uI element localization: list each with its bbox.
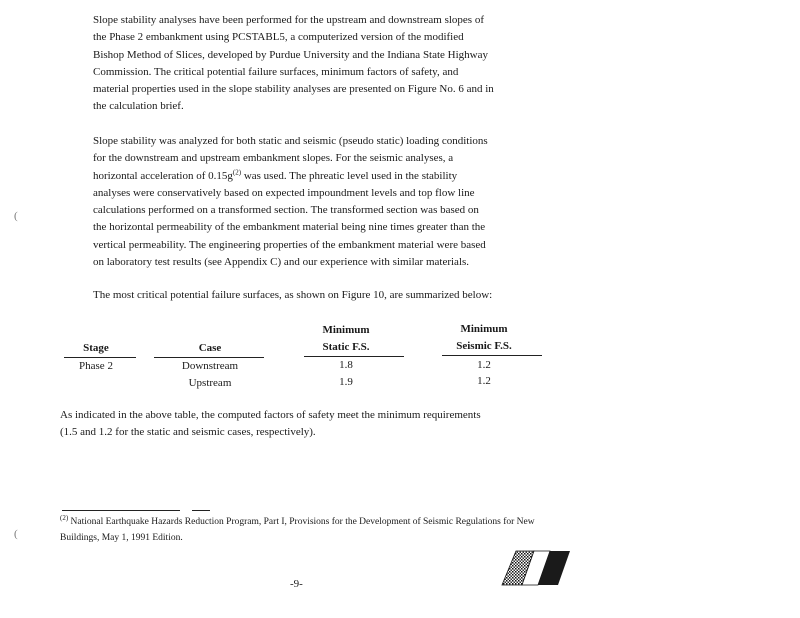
paragraph-loading-part-b: was used. The phreatic level used in the stability analyses were conservatively based on expected impoundment levels and top flow line calculations performed on a transformed section. The transformed section was based on the horizontal permeability of the embankment material being nine times greater than the vertical permeability. The engineering properties of the embankment material were based on laboratory test results (see Appendix C) and our experience with similar materials. — [93, 169, 486, 269]
footnote-reference: (2) — [232, 167, 242, 176]
header-stage: Stage — [83, 342, 109, 354]
cell-row1-stage: Phase 2 — [79, 360, 113, 372]
footnote-separator — [62, 510, 180, 511]
cell-row2-static: 1.9 — [339, 376, 353, 388]
header-seismic-line2: Seismic F.S. — [456, 340, 512, 352]
company-logo-icon — [500, 547, 572, 587]
cell-row1-static: 1.8 — [339, 359, 353, 371]
cell-row2-case: Upstream — [188, 377, 232, 389]
paragraph-conclusion: As indicated in the above table, the computed factors of safety meet the minimum requirements (1.5 and 1.2 for the static and seismic cases, respectively). — [60, 409, 481, 439]
footnote-text: National Earthquake Hazards Reduction Program, Part I, Provisions for the Development of Seismic Regulations for New Buildings, May 1, 1991 Edition. — [60, 517, 535, 543]
paragraph-loading-part-a: Slope stability was analyzed for both static and seismic (pseudo static) loading conditions for the downstream and upstream embankment slopes. For the seismic analyses, a horizontal acceleration of 0.15g — [93, 135, 488, 182]
header-static-line1: Minimum — [322, 324, 370, 336]
scan-mark-bottom: ( — [14, 528, 18, 540]
header-static-line2: Static F.S. — [322, 341, 370, 353]
scan-mark-top: ( — [14, 210, 18, 222]
footnote-marker: (2) — [60, 513, 69, 522]
paragraph-loading-conditions — [93, 133, 563, 271]
header-rule-seismic — [442, 355, 542, 356]
header-case: Case — [198, 342, 222, 354]
footnote — [60, 515, 560, 546]
header-seismic-line1: Minimum — [460, 323, 508, 335]
cell-row1-seismic: 1.2 — [477, 359, 491, 371]
paragraph-summary-intro: The most critical potential failure surfaces, as shown on Figure 10, are summarized below: — [93, 289, 493, 301]
factor-of-safety-table — [0, 320, 800, 400]
page-number: -9- — [290, 578, 303, 590]
cell-row2-seismic: 1.2 — [477, 375, 491, 387]
cell-row1-case: Downstream — [181, 360, 239, 372]
footnote-separator-short — [192, 510, 210, 511]
paragraph-slope-stability-intro: Slope stability analyses have been performed for the upstream and downstream slopes of the Phase 2 embankment using PCSTABL5, a computerized version of the modified Bishop Method of Slices, developed by Purdue University and the Indiana State Highway Commission. The critical potential failure surfaces, minimum factors of safety, and material properties used in the slope stability analyses are presented on Figure No. 6 and in the calculation brief. — [93, 14, 494, 113]
